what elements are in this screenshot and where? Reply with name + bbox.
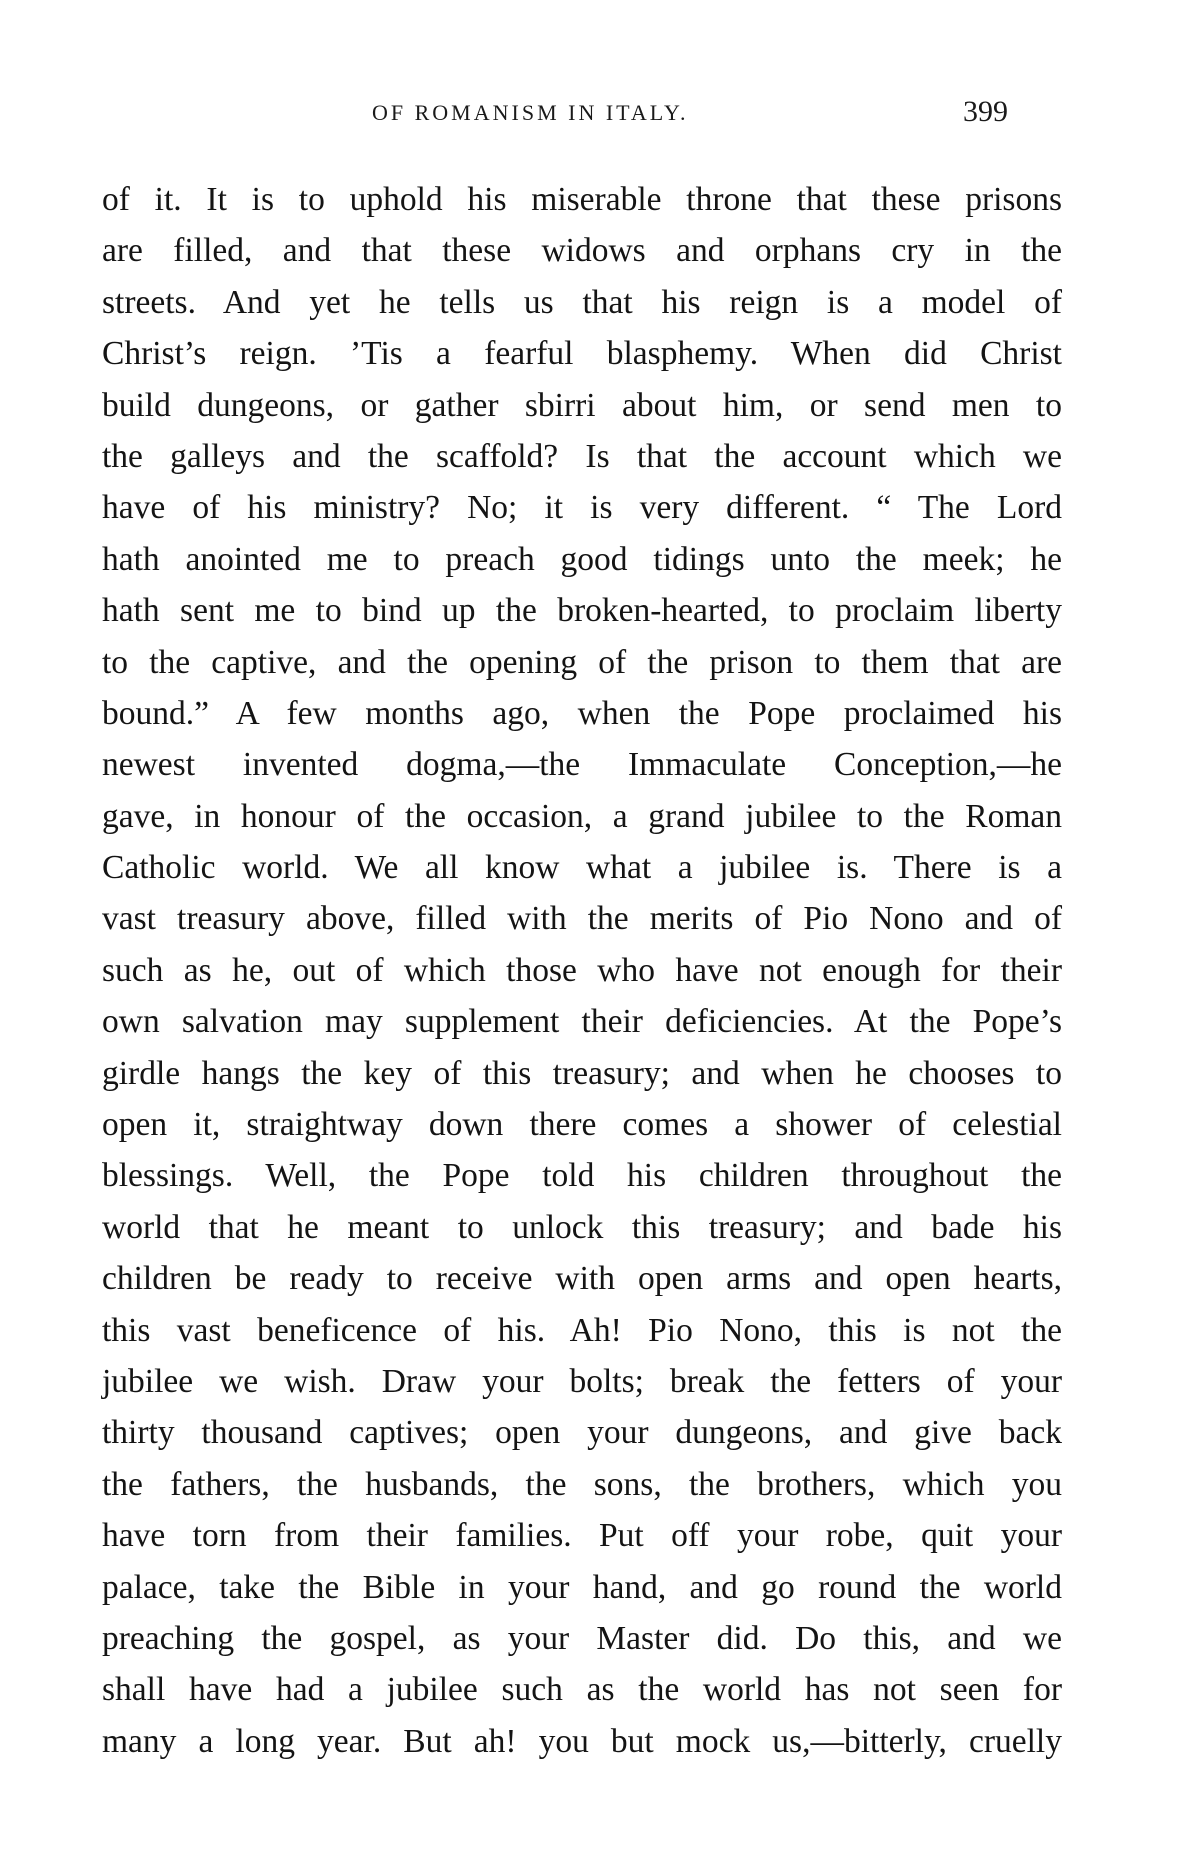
text-line: build dungeons, or gather sbirri about him, or send men to bbox=[102, 386, 1062, 424]
text-line: the fathers, the husbands, the sons, the brothers, which you bbox=[102, 1465, 1062, 1503]
text-line: many a long year. But ah! you but mock us,—bitterly, cruelly bbox=[102, 1722, 1062, 1760]
text-line: this vast beneficence of his. Ah! Pio Nono, this is not the bbox=[102, 1311, 1062, 1349]
text-line: jubilee we wish. Draw your bolts; break the fetters of your bbox=[102, 1362, 1062, 1400]
text-line: have of his ministry? No; it is very different. “ The Lord bbox=[102, 489, 1062, 527]
text-line: have torn from their families. Put off your robe, quit your bbox=[102, 1517, 1062, 1555]
text-line: such as he, out of which those who have not enough for their bbox=[102, 951, 1062, 989]
text-line: bound.” A few months ago, when the Pope proclaimed his bbox=[102, 694, 1062, 732]
text-line: open it, straightway down there comes a shower of celestial bbox=[102, 1106, 1062, 1144]
page-number: 399 bbox=[963, 95, 1008, 128]
text-line: blessings. Well, the Pope told his children throughout the bbox=[102, 1157, 1062, 1195]
running-title: OF ROMANISM IN ITALY. bbox=[372, 100, 689, 125]
text-line: gave, in honour of the occasion, a grand jubilee to the Roman bbox=[102, 797, 1062, 835]
text-line: shall have had a jubilee such as the world has not seen for bbox=[102, 1671, 1062, 1709]
text-line: streets. And yet he tells us that his reign is a model of bbox=[102, 283, 1062, 321]
text-line: palace, take the Bible in your hand, and go round the world bbox=[102, 1568, 1062, 1606]
text-line: hath sent me to bind up the broken-hearted, to proclaim liberty bbox=[102, 592, 1062, 630]
text-line: hath anointed me to preach good tidings unto the meek; he bbox=[102, 540, 1062, 578]
text-line: own salvation may supplement their deficiencies. At the Pope’s bbox=[102, 1003, 1062, 1041]
text-line: girdle hangs the key of this treasury; and when he chooses to bbox=[102, 1054, 1062, 1092]
text-line: to the captive, and the opening of the prison to them that are bbox=[102, 643, 1062, 681]
text-line: the galleys and the scaffold? Is that the account which we bbox=[102, 437, 1062, 475]
text-line: Christ’s reign. ’Tis a fearful blasphemy. When did Christ bbox=[102, 335, 1062, 373]
text-line: world that he meant to unlock this treasury; and bade his bbox=[102, 1208, 1062, 1246]
body-text bbox=[102, 174, 1062, 1767]
text-line: preaching the gospel, as your Master did. Do this, and we bbox=[102, 1619, 1062, 1657]
text-line: newest invented dogma,—the Immaculate Conception,—he bbox=[102, 746, 1062, 784]
text-line: of it. It is to uphold his miserable throne that these prisons bbox=[102, 181, 1062, 218]
text-line: children be ready to receive with open arms and open hearts, bbox=[102, 1260, 1062, 1298]
text-line: Catholic world. We all know what a jubilee is. There is a bbox=[102, 849, 1062, 887]
text-line: thirty thousand captives; open your dungeons, and give back bbox=[102, 1414, 1062, 1452]
text-line: vast treasury above, filled with the merits of Pio Nono and of bbox=[102, 900, 1062, 938]
text-line: are filled, and that these widows and orphans cry in the bbox=[102, 232, 1062, 270]
